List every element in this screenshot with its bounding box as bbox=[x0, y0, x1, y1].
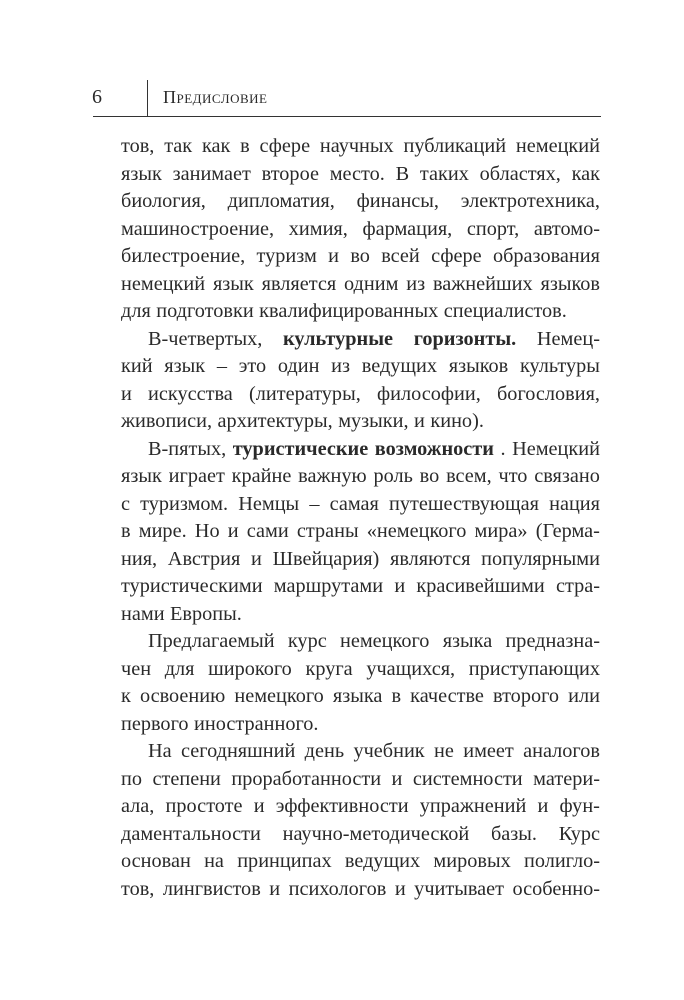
word: в bbox=[391, 685, 402, 707]
word: автомо- bbox=[533, 217, 600, 240]
text-line bbox=[121, 491, 600, 519]
word: язык bbox=[121, 465, 162, 487]
word: предназна- bbox=[505, 630, 600, 652]
word: В-пятых, bbox=[148, 437, 227, 460]
word: немецкий bbox=[515, 135, 600, 157]
word: учащихся, bbox=[366, 657, 456, 680]
word: не bbox=[434, 740, 454, 762]
text-line bbox=[121, 271, 600, 299]
word: ния, bbox=[121, 547, 158, 570]
word: и bbox=[269, 877, 281, 900]
text-line bbox=[121, 738, 600, 766]
word: и bbox=[394, 575, 406, 597]
word: нация bbox=[549, 492, 600, 515]
word: простоте bbox=[165, 795, 243, 817]
word: качестве bbox=[410, 685, 484, 707]
word: языка bbox=[332, 685, 383, 707]
word: «немецкого bbox=[366, 520, 467, 542]
word: архитектуры, bbox=[217, 410, 333, 432]
word: что bbox=[498, 465, 528, 487]
word: принципах bbox=[237, 850, 332, 872]
word: путешествующая bbox=[388, 492, 539, 515]
word: богословия, bbox=[496, 382, 600, 405]
word: философии, bbox=[376, 382, 481, 405]
word: первого bbox=[121, 712, 189, 735]
word: важную bbox=[298, 465, 367, 487]
text-line bbox=[121, 793, 600, 821]
word: – bbox=[216, 355, 227, 377]
word: мира» bbox=[474, 520, 528, 542]
text-line bbox=[121, 381, 600, 409]
word: туристическими bbox=[121, 575, 263, 597]
word: публикаций bbox=[403, 135, 507, 157]
word: сфере bbox=[431, 245, 482, 267]
word: в bbox=[240, 135, 250, 157]
word: В-четвертых, bbox=[148, 327, 263, 350]
word: день bbox=[304, 740, 345, 762]
word: сегодняшний bbox=[181, 740, 296, 762]
word: приступающих bbox=[468, 657, 600, 680]
word: ведущих bbox=[344, 850, 421, 872]
word: место. bbox=[329, 162, 385, 185]
word: важнейших bbox=[432, 272, 533, 295]
text-line bbox=[121, 683, 600, 711]
word: спорт, bbox=[466, 217, 520, 240]
word: туристические bbox=[232, 437, 369, 460]
word: туризм bbox=[256, 245, 317, 267]
word: мировых bbox=[433, 850, 511, 872]
word: или bbox=[568, 685, 600, 707]
text-line bbox=[121, 463, 600, 491]
word: Но bbox=[194, 520, 220, 542]
word: кино). bbox=[430, 410, 484, 432]
word: популярными bbox=[481, 547, 600, 570]
word: в bbox=[121, 520, 131, 542]
word: немецкого bbox=[339, 630, 430, 652]
word: нами bbox=[121, 602, 165, 625]
text-line bbox=[121, 188, 600, 216]
word: по bbox=[121, 767, 142, 790]
word: электротехника, bbox=[460, 190, 600, 212]
word: второе bbox=[261, 162, 319, 185]
text-line bbox=[121, 573, 600, 601]
word: Немцы bbox=[238, 492, 300, 515]
text-line bbox=[121, 326, 600, 354]
text-line bbox=[121, 436, 600, 464]
word: языка bbox=[442, 630, 493, 652]
word: дипломатия, bbox=[227, 190, 335, 212]
word: музыки, bbox=[338, 410, 409, 432]
word: Европы. bbox=[170, 602, 242, 625]
word: ала, bbox=[121, 795, 155, 817]
text-line bbox=[121, 216, 600, 244]
word: фармация, bbox=[362, 217, 453, 240]
word: маршрутами bbox=[273, 575, 384, 597]
word: язык bbox=[121, 162, 162, 185]
text-line bbox=[121, 766, 600, 794]
word: Курс bbox=[558, 822, 600, 845]
word: подготовки bbox=[156, 300, 254, 322]
word: специалистов. bbox=[443, 300, 567, 322]
header-divider bbox=[147, 80, 148, 116]
word: (Герма- bbox=[535, 520, 600, 542]
word: фун- bbox=[559, 795, 600, 817]
text-line bbox=[121, 876, 600, 904]
word: Предлагаемый bbox=[148, 630, 275, 652]
word: финансы, bbox=[356, 190, 439, 212]
word: Швейцария) bbox=[272, 547, 380, 570]
word: к bbox=[121, 685, 131, 707]
word: всей bbox=[381, 245, 420, 267]
word: немецкий bbox=[121, 272, 206, 295]
word: во bbox=[419, 465, 440, 487]
word: искусства bbox=[148, 382, 233, 405]
word: кий bbox=[121, 355, 153, 377]
word: системности bbox=[412, 767, 523, 790]
word: горизонты. bbox=[413, 327, 517, 350]
word: культуры bbox=[519, 355, 600, 377]
word: роль bbox=[373, 465, 413, 487]
word: всем, bbox=[446, 465, 492, 487]
word: как bbox=[571, 162, 600, 185]
word: так bbox=[164, 135, 193, 157]
word: учебник bbox=[353, 740, 425, 762]
word: языков bbox=[448, 355, 509, 377]
word: для bbox=[164, 657, 195, 680]
text-line bbox=[121, 243, 600, 271]
word: Немецкий bbox=[512, 437, 600, 460]
word: языков bbox=[540, 272, 600, 295]
word: Австрия bbox=[167, 547, 241, 570]
word: полигло- bbox=[523, 850, 600, 872]
word: и bbox=[121, 382, 132, 405]
header-rule bbox=[93, 116, 601, 117]
word: является bbox=[261, 272, 337, 295]
word: билестроение, bbox=[121, 245, 246, 267]
word: тов, bbox=[121, 135, 155, 157]
word: курс bbox=[287, 630, 327, 652]
word: упражнений bbox=[419, 795, 527, 817]
word: широкого bbox=[208, 657, 292, 680]
word: как bbox=[201, 135, 231, 157]
word: сфере bbox=[259, 135, 311, 157]
text-line bbox=[121, 298, 600, 326]
text-line bbox=[121, 408, 600, 436]
word: образования bbox=[492, 245, 600, 267]
word: таких bbox=[419, 162, 469, 185]
word: туризмом. bbox=[140, 492, 229, 515]
word: учитывает bbox=[414, 877, 505, 900]
word: сами bbox=[246, 520, 289, 542]
word: и bbox=[328, 245, 340, 267]
body-text bbox=[121, 133, 600, 903]
word: (литературы, bbox=[248, 382, 361, 405]
word: научных bbox=[319, 135, 394, 157]
word: базы. bbox=[490, 822, 537, 845]
word: и bbox=[414, 410, 425, 432]
word: язык bbox=[212, 272, 254, 295]
word: и bbox=[394, 877, 406, 900]
word: иностранного. bbox=[194, 712, 319, 735]
text-line bbox=[121, 161, 600, 189]
word: химия, bbox=[288, 217, 348, 240]
word: матери- bbox=[533, 767, 600, 790]
word: имеет bbox=[463, 740, 514, 762]
word: аналогов bbox=[523, 740, 600, 762]
word: крайне bbox=[231, 465, 292, 487]
word: . bbox=[500, 437, 506, 460]
word: машиностроение, bbox=[121, 217, 275, 240]
word: областях, bbox=[479, 162, 561, 185]
word: являются bbox=[389, 547, 471, 570]
word: ведущих bbox=[361, 355, 438, 377]
word: чен bbox=[121, 657, 152, 680]
word: красивейшими bbox=[416, 575, 545, 597]
page-number: 6 bbox=[92, 86, 102, 108]
text-line bbox=[121, 628, 600, 656]
word: лингвистов bbox=[162, 877, 261, 900]
word: из bbox=[406, 272, 426, 295]
word: степени bbox=[152, 767, 221, 790]
word: круга bbox=[305, 657, 353, 680]
word: на bbox=[204, 850, 224, 872]
text-line bbox=[121, 821, 600, 849]
word: научно-методической bbox=[282, 822, 470, 845]
word: освоению bbox=[139, 685, 226, 707]
word: с bbox=[121, 492, 131, 515]
text-line bbox=[121, 546, 600, 574]
word: Немец- bbox=[536, 327, 600, 350]
word: тов, bbox=[121, 877, 155, 900]
word: особенно- bbox=[512, 877, 600, 900]
text-line bbox=[121, 353, 600, 381]
text-line bbox=[121, 518, 600, 546]
word: эффективности bbox=[275, 795, 409, 817]
text-line bbox=[121, 133, 600, 161]
word: язык bbox=[164, 355, 206, 377]
word: В bbox=[395, 162, 410, 185]
word: стра- bbox=[555, 575, 600, 597]
word: психологов bbox=[288, 877, 387, 900]
word: живописи, bbox=[121, 410, 213, 432]
word: немецкого bbox=[234, 685, 324, 707]
word: самая bbox=[329, 492, 379, 515]
word: и bbox=[251, 547, 262, 570]
word: для bbox=[121, 300, 151, 322]
word: – bbox=[309, 492, 320, 515]
word: культурные bbox=[283, 327, 394, 350]
word: во bbox=[350, 245, 370, 267]
word: На bbox=[148, 740, 172, 762]
word: занимает bbox=[172, 162, 251, 185]
word: второго bbox=[493, 685, 560, 707]
word: играет bbox=[168, 465, 225, 487]
word: даментальности bbox=[121, 822, 261, 845]
text-line bbox=[121, 711, 600, 739]
word: одним bbox=[344, 272, 399, 295]
word: и bbox=[253, 795, 265, 817]
word: возможности bbox=[374, 437, 494, 460]
word: проработанности bbox=[231, 767, 382, 790]
word: и bbox=[391, 767, 403, 790]
word: страны bbox=[296, 520, 359, 542]
word: биология, bbox=[121, 190, 206, 212]
word: мире. bbox=[138, 520, 187, 542]
text-line bbox=[121, 848, 600, 876]
running-title: Предисловие bbox=[163, 87, 268, 107]
text-line bbox=[121, 656, 600, 684]
word: и bbox=[537, 795, 549, 817]
word: это bbox=[238, 355, 267, 377]
word: квалифицированных bbox=[259, 300, 439, 322]
word: из bbox=[331, 355, 351, 377]
word: один bbox=[277, 355, 320, 377]
word: и bbox=[227, 520, 239, 542]
text-line bbox=[121, 601, 600, 629]
word: связано bbox=[534, 465, 600, 487]
word: основан bbox=[121, 850, 191, 872]
